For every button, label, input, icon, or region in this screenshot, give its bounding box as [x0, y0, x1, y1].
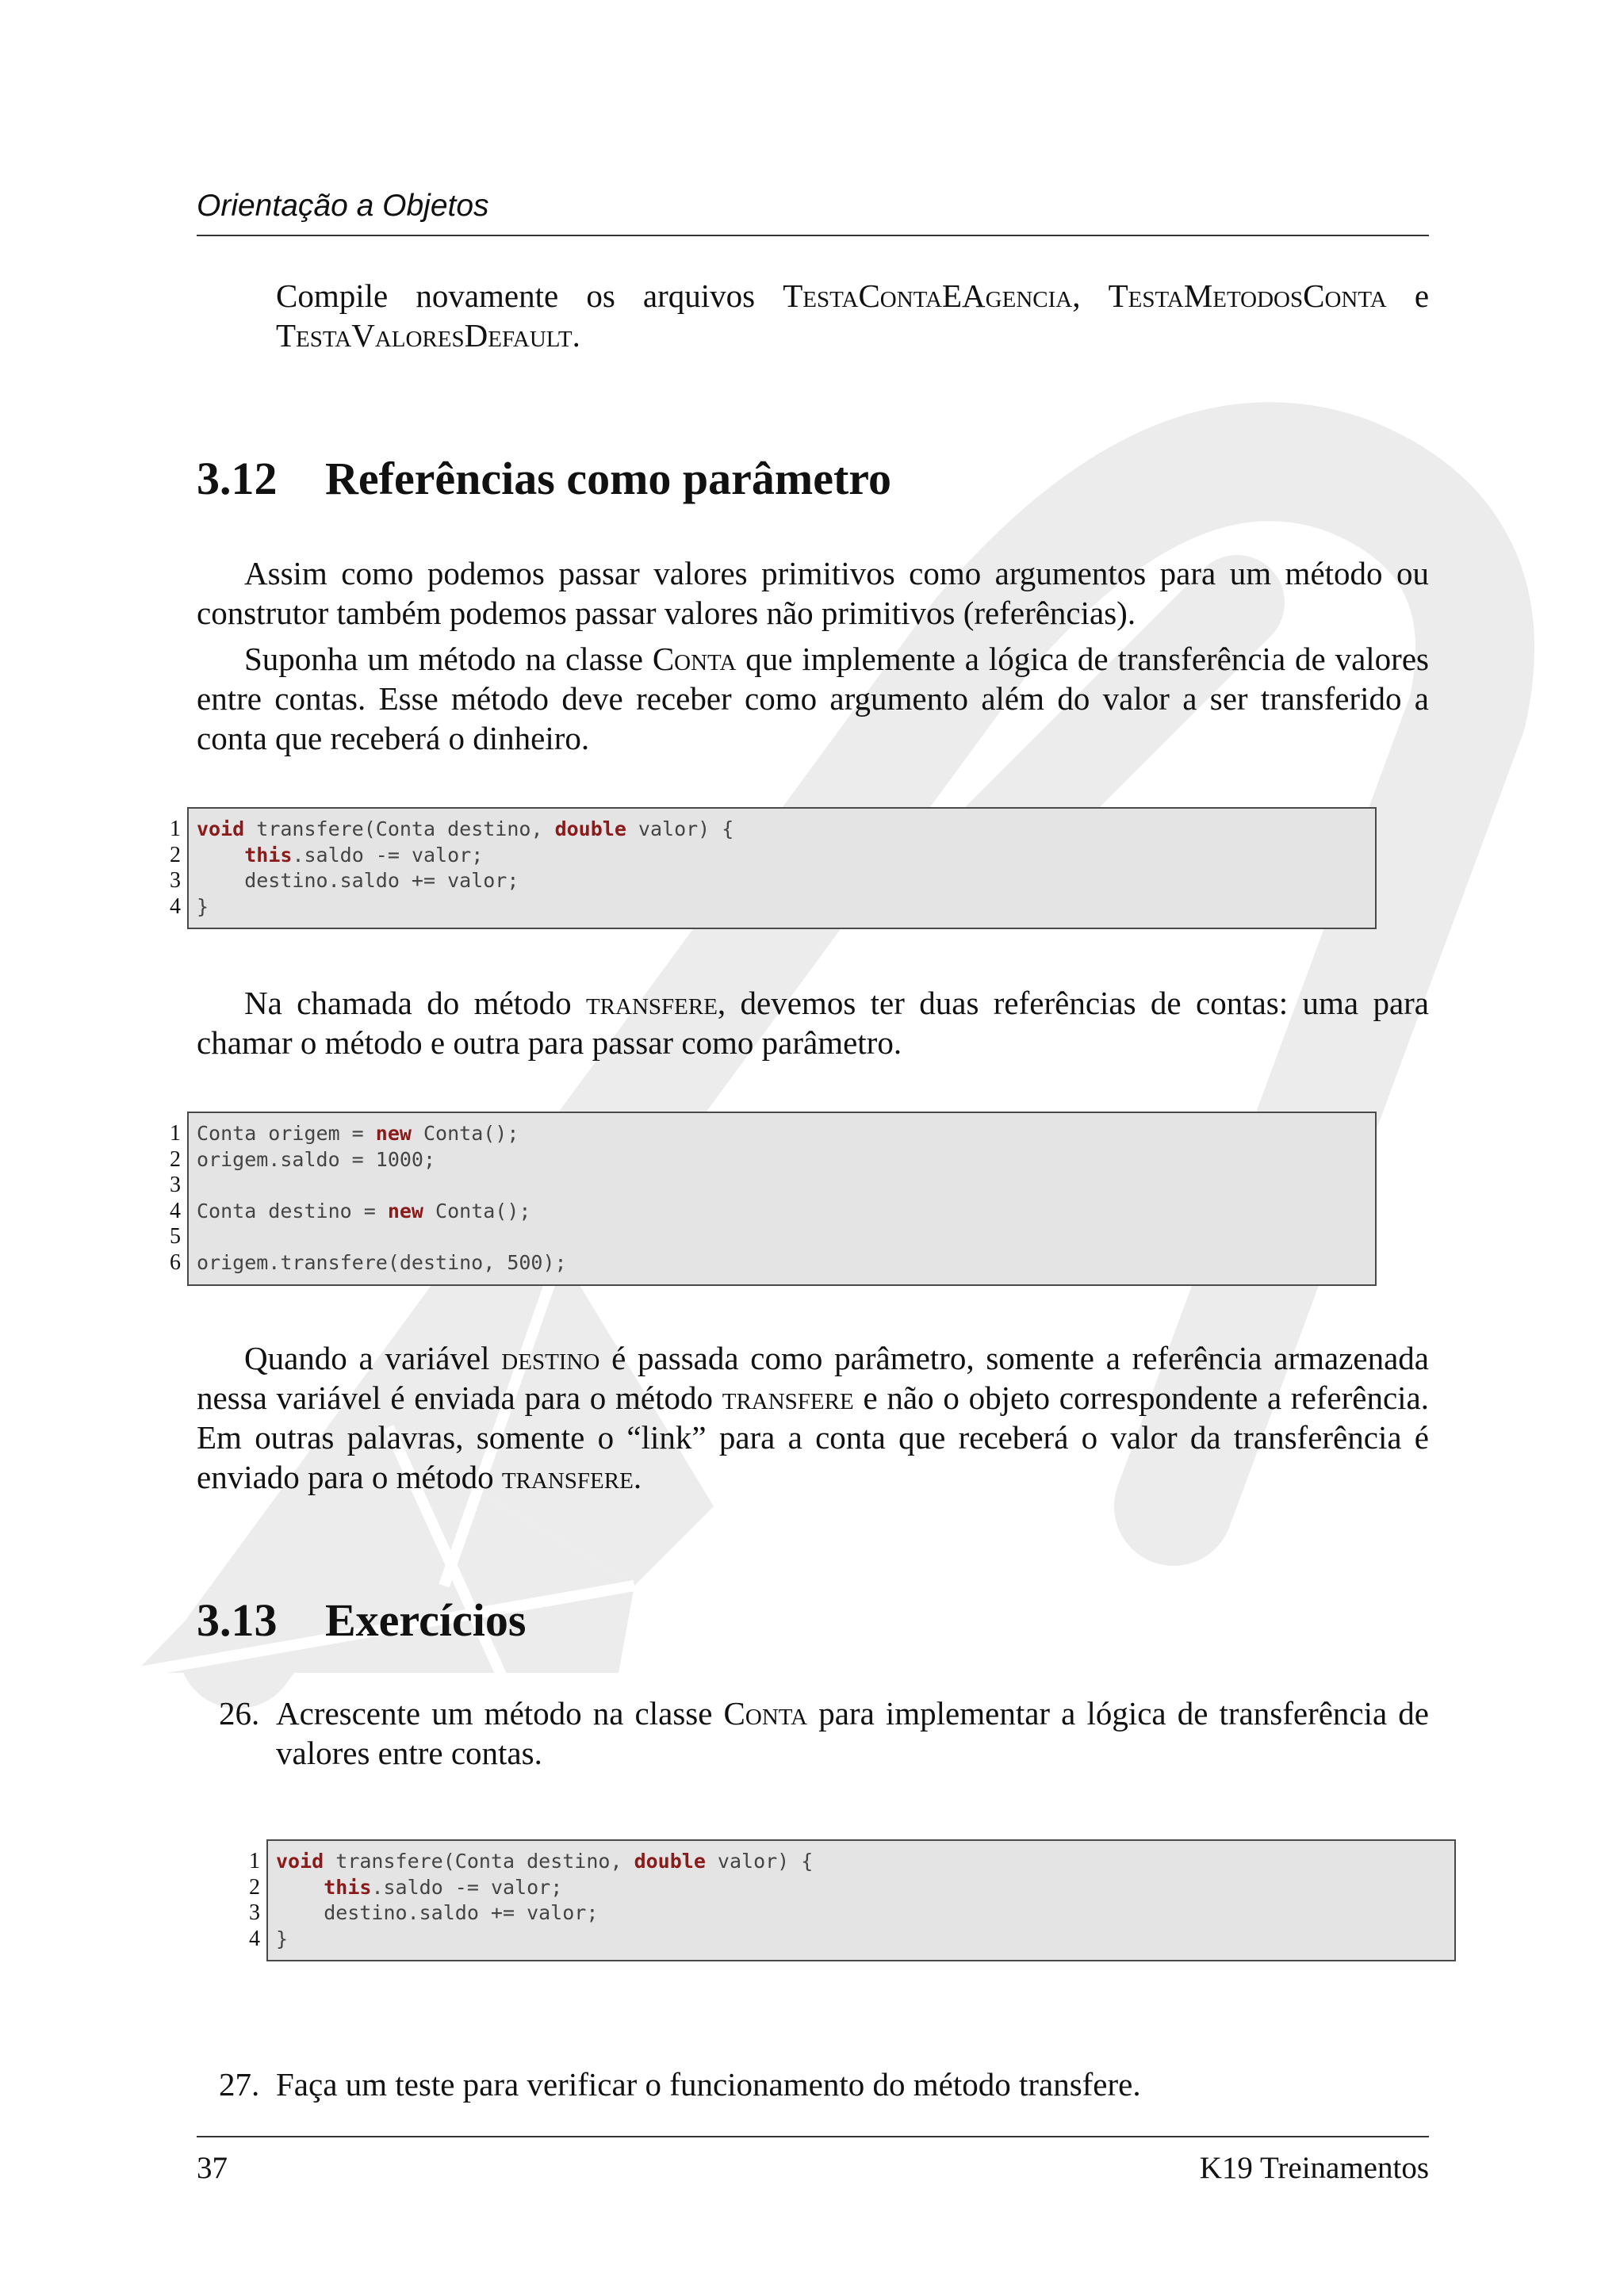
line-numbers: 1 2 3 4 — [170, 817, 181, 919]
exercise-item-27: 27. Faça um teste para verificar o funcionamento do método transfere. — [219, 2066, 1141, 2103]
method-name: transfere — [585, 985, 718, 1021]
method-name: transfere — [501, 1459, 634, 1495]
file-name: TestaMetodosConta — [1108, 277, 1387, 314]
line-numbers: 1 2 3 4 — [249, 1849, 260, 1951]
section-number: 3.12 — [197, 453, 278, 504]
line-numbers: 1 2 3 4 5 6 — [170, 1121, 181, 1275]
class-name: Conta — [723, 1695, 808, 1732]
paragraph: Assim como podemos passar valores primitivos como argumentos para um método ou construtor também podemos passar valores não primitivos (referências). — [197, 555, 1429, 631]
running-header: Orientação a Objetos — [197, 189, 489, 223]
code-box: void transfere(Conta destino, double valor) { this.saldo -= valor; destino.saldo += valor; } — [187, 807, 1377, 929]
section-number: 3.13 — [197, 1594, 278, 1646]
section-title: Referências como parâmetro — [325, 453, 891, 504]
file-name: TestaContaEAgencia — [783, 277, 1073, 314]
publisher-name: K19 Treinamentos — [1199, 2151, 1429, 2185]
method-name: transfere — [722, 1380, 854, 1416]
section-heading-3-13 — [197, 1594, 526, 1647]
paragraph: Quando a variável destino é passada como parâmetro, somente a referência armazenada nessa variável é enviada para o método transfere e não o objeto correspondente a referência. Em outras palavras, somente o “link” para a conta que receberá o valor da transferência é enviado para o método transfere. — [197, 1340, 1430, 1495]
variable-name: destino — [501, 1340, 600, 1376]
paragraph: Suponha um método na classe Conta que implemente a lógica de transferência de valores entre contas. Esse método deve receber como argumento além do valor a ser transferido a conta que receberá o dinheiro. — [197, 641, 1429, 756]
code-box: Conta origem = new Conta(); origem.saldo = 1000; Conta destino = new Conta(); origem.transfere(destino, 500); — [187, 1112, 1377, 1286]
file-name: TestaValoresDefault — [276, 317, 573, 354]
exercise-number: 26. — [219, 1695, 260, 1732]
exercise-item-26: 26. Acrescente um método na classe Conta para implementar a lógica de transferência de valores entre contas. — [219, 1695, 1429, 1771]
page-number: 37 — [197, 2151, 228, 2185]
section-heading-3-12 — [197, 452, 891, 505]
intro-paragraph: Compile novamente os arquivos TestaContaEAgencia, TestaMetodosConta e TestaValoresDefault. — [276, 277, 1430, 354]
section-title: Exercícios — [325, 1594, 527, 1646]
class-name: Conta — [652, 641, 737, 677]
exercise-number: 27. — [219, 2066, 260, 2103]
footer-rule — [197, 2136, 1429, 2137]
code-box: void transfere(Conta destino, double valor) { this.saldo -= valor; destino.saldo += valor; } — [266, 1839, 1456, 1961]
header-rule — [197, 235, 1429, 236]
paragraph: Na chamada do método transfere, devemos ter duas referências de contas: uma para chamar o método e outra para passar como parâmetro. — [197, 985, 1430, 1061]
